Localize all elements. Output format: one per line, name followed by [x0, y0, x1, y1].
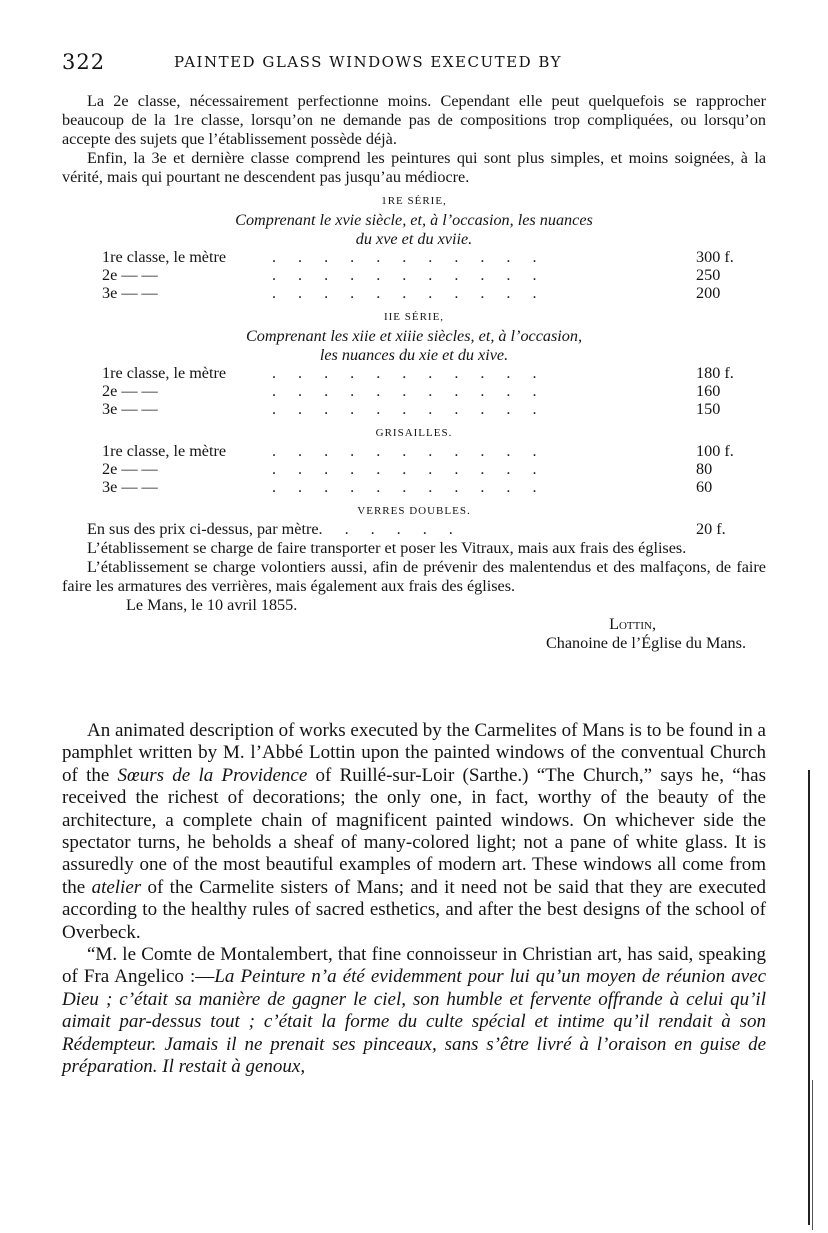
grisailles-row-3: 3e — — ........... 60	[102, 478, 713, 496]
series-2-row-2: 2e — — ........... 160	[102, 382, 721, 400]
dateline: Le Mans, le 10 avril 1855.	[126, 596, 298, 614]
page-number: 322	[62, 50, 106, 74]
french-price-list	[62, 92, 766, 653]
running-header	[62, 50, 762, 76]
series-1-row-2: 2e — — ........... 250	[102, 266, 721, 284]
french-paragraph-1: La 2e classe, nécessairement perfectionne moins. Cependant elle peut quelquefois se rapprocher beaucoup de la 1re classe, lorsqu’on ne demande pas de compositions trop compliquées, ou lorsqu’on accepte des sujets que l’établissement possède déjà.	[62, 92, 766, 148]
series-1-heading: 1RE SÉRIE,	[381, 195, 447, 207]
series-1-row-3: 3e — — ........... 200	[102, 284, 721, 302]
french-paragraph-2: Enfin, la 3e et dernière classe comprend les peintures qui sont plus simples, et moins soignées, à la vérité, mais qui pourtant ne descendent pas jusqu’au médiocre.	[62, 149, 766, 186]
grisailles-row-1: 1re classe, le mètre ........... 100 f.	[102, 442, 734, 460]
english-paragraph-2: “M. le Comte de Montalembert, that fine connoisseur in Christian art, has said, speaking of Fra Angelico :—La Peinture n’a été evidemment pour lui qu’un moyen de réunion avec Dieu ; c’était sa manière de gagner le ciel, son humble et fervente offrande à celui qu’il aimait par-dessus tout ; c’était la forme du culte spécial et intime qu’il rendait à son Rédempteur. Jamais il ne prenait ses pinceaux, sans s’être livré à l’oraison en guise de préparation. Il restait à genoux,	[62, 944, 767, 1078]
verres-doubles-heading: VERRES DOUBLES.	[357, 505, 471, 517]
series-2-description-line-2: les nuances du xie et du xive.	[319, 346, 509, 364]
french-paragraph-4: L’établissement se charge volontiers aussi, afin de prévenir des malentendus et des malfaçons, de faire faire les armatures des verrières, mais également aux frais des églises.	[62, 558, 766, 595]
running-title: PAINTED GLASS WINDOWS EXECUTED BY	[174, 53, 563, 71]
page-edge-rule	[808, 770, 810, 1225]
grisailles-heading: GRISAILLES.	[375, 427, 453, 439]
series-2-row-1: 1re classe, le mètre ........... 180 f.	[102, 364, 734, 382]
grisailles-row-2: 2e — — ........... 80	[102, 460, 713, 478]
series-1-row-1: 1re classe, le mètre ........... 300 f.	[102, 248, 734, 266]
english-text	[62, 720, 766, 1079]
english-paragraph-1: An animated description of works executed by the Carmelites of Mans is to be found in a pamphlet written by M. l’Abbé Lottin upon the painted windows of the conventual Church of the Sœurs de la Providence of Ruillé-sur-Loir (Sarthe.) “The Church,” says he, “has received the richest of decorations; the only one, in fact, worthy of the beauty of the architecture, a complete chain of magnificent painted windows. On whichever side the spectator turns, he beholds a sheaf of many-colored light; not a pane of white glass. It is assuredly one of the most beautiful examples of modern art. These windows all come from the atelier of the Carmelite sisters of Mans; and it need not be said that they are executed according to the healthy rules of sacred esthetics, and after the best designs of the school of Overbeck.	[62, 720, 766, 943]
signature-title: Chanoine de l’Église du Mans.	[545, 634, 746, 652]
series-2-heading: IIE SÉRIE,	[383, 311, 445, 323]
signature-name: Lottin,	[609, 615, 656, 633]
series-2-row-3: 3e — — ........... 150	[102, 400, 721, 418]
series-1-description-line-1: Comprenant le xvie siècle, et, à l’occasion, les nuances	[235, 211, 593, 229]
series-2-description-line-1: Comprenant les xiie et xiiie siècles, et, à l’occasion,	[245, 327, 583, 345]
page-edge-rule-secondary	[812, 1080, 813, 1230]
series-1-description-line-2: du xve et du xviie.	[355, 230, 473, 248]
verres-doubles-row: En sus des prix ci-dessus, par mètre ...... 20 f.	[87, 520, 726, 538]
french-paragraph-3: L’établissement se charge de faire transporter et poser les Vitraux, mais aux frais des églises.	[87, 539, 687, 557]
